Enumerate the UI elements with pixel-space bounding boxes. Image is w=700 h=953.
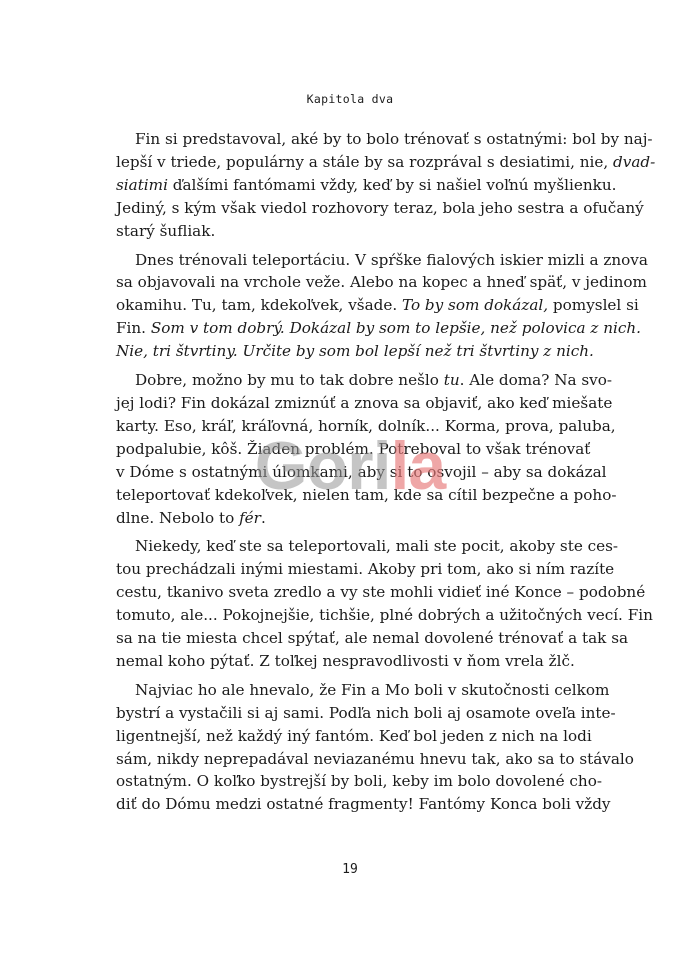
paragraph-2 — [116, 249, 648, 364]
text-line: podpalubie, kôš. Žiaden problém. Potreboval to však trénovať — [116, 439, 591, 458]
text-line: lepší v triede, populárny a stále by sa rozprával s desiatimi, nie, dvad- — [116, 152, 656, 171]
paragraph-4 — [116, 535, 653, 672]
text-line: Nie, tri štvrtiny. Určite by som bol lepší než tri štvrtiny z nich. — [116, 342, 594, 361]
text-line: siatimi ďalšími fantómami vždy, keď by si našiel voľnú myšlienku. — [116, 175, 617, 194]
text-line: Fin. Som v tom dobrý. Dokázal by som to lepšie, než polovica z nich. — [116, 319, 641, 338]
page-number: 19 — [342, 862, 358, 877]
text-line: jej lodi? Fin dokázal zmiznúť a znova sa objaviť, ako keď miešate — [116, 393, 613, 412]
text-line: cestu, tkanivo sveta zredlo a vy ste mohli vidieť iné Konce – podobné — [116, 583, 646, 602]
text-line: Fin si predstavoval, aké by to bolo trénovať s ostatnými: bol by naj- — [135, 130, 653, 148]
text-line: ligentnejší, než každý iný fantóm. Keď bol jeden z nich na lodi — [116, 726, 592, 745]
watermark-text-accent: la — [390, 428, 446, 504]
text-line: dlne. Nebolo to fér. — [116, 508, 266, 527]
paragraph-1 — [116, 128, 656, 243]
text-line: diť do Dómu medzi ostatné fragmenty! Fantómy Konca boli vždy — [116, 795, 611, 814]
chapter-header: Kapitola dva — [306, 92, 394, 106]
text-line: sa na tie miesta chcel spýtať, ale nemal dovolené trénovať a tak sa — [116, 629, 629, 648]
text-line: tomuto, ale... Pokojnejšie, tichšie, plné dobrých a užitočných vecí. Fin — [116, 606, 653, 625]
body-text — [116, 128, 656, 822]
text-line: nemal koho pýtať. Z toľkej nespravodlivosti v ňom vrela žlč. — [116, 651, 575, 670]
watermark-text: Gori — [254, 428, 391, 504]
paragraph-3 — [116, 369, 617, 529]
text-line: Dobre, možno by mu to tak dobre nešlo tu. Ale doma? Na svo- — [135, 371, 613, 390]
text-line: sám, nikdy neprepadával neviazanému hnevu tak, ako sa to stávalo — [116, 749, 634, 768]
text-line: starý šufliak. — [116, 221, 216, 240]
text-line: Najviac ho ale hnevalo, že Fin a Mo boli v skutočnosti celkom — [135, 680, 610, 699]
text-line: Niekedy, keď ste sa teleportovali, mali ste pocit, akoby ste ces- — [135, 537, 619, 556]
text-line: tou prechádzali inými miestami. Akoby pri tom, ako si ním razíte — [116, 560, 615, 579]
text-line: sa objavovali na vrchole veže. Alebo na kopec a hneď späť, v jedinom — [116, 273, 647, 292]
paragraph-5 — [116, 679, 634, 816]
text-line: bystrí a vystačili si aj sami. Podľa nich boli aj osamote oveľa inte- — [116, 703, 616, 722]
text-line: teleportovať kdekoľvek, nielen tam, kde sa cítil bezpečne a poho- — [116, 485, 617, 504]
text-line: karty. Eso, kráľ, kráľovná, horník, dolník... Korma, prova, paluba, — [116, 416, 616, 435]
text-line: ostatným. O koľko bystrejší by boli, keby im bolo dovolené cho- — [116, 772, 602, 791]
text-line: Dnes trénovali teleportáciu. V spŕške fialových iskier mizli a znova — [135, 250, 648, 269]
text-line: v Dóme s ostatnými úlomkami, aby si to osvojil – aby sa dokázal — [116, 462, 607, 481]
text-line: Jediný, s kým však viedol rozhovory teraz, bola jeho sestra a ofučaný — [116, 198, 644, 217]
text-line: okamihu. Tu, tam, kdekoľvek, všade. To by som dokázal, pomyslel si — [116, 296, 639, 315]
